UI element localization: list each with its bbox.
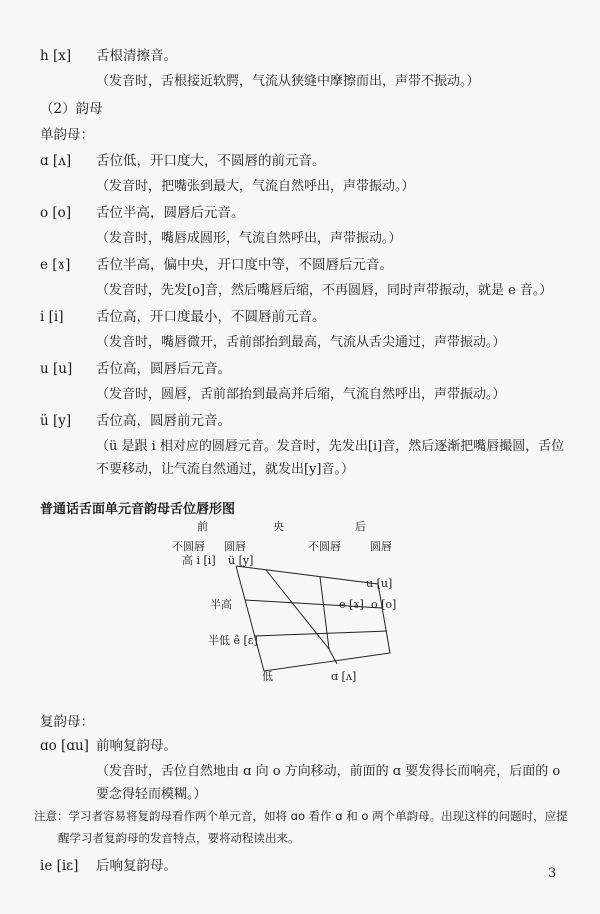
subsection-heading: 单韵母：	[40, 127, 94, 143]
entry-note: （ü 是跟 i 相对应的圆唇元音。发音时，先发出[i]音，然后逐渐把嘴唇撮圆，舌位	[96, 439, 565, 454]
label-central: 央	[273, 520, 284, 533]
entry-note: 要念得轻而模糊。）	[96, 787, 207, 802]
label-low: 低	[262, 670, 273, 683]
label-front: 前	[197, 520, 208, 533]
label-back: 后	[355, 520, 366, 533]
diagram-title: 普通话舌面单元音韵母舌位唇形图	[40, 502, 236, 517]
label-o: o [o]	[371, 598, 397, 611]
label-back-unrounded: 不圆唇	[308, 540, 341, 553]
entry-desc: 舌根清擦音。	[96, 48, 177, 64]
entry-note: 不要移动，让气流自然通过，就发出[y]音。）	[96, 462, 354, 477]
notice-line-2: 醒学习者复韵母的发音特点，要将动程读出来。	[58, 831, 300, 845]
entry-desc: 舌位半高，圆唇后元音。	[96, 205, 245, 221]
central-line-b	[320, 577, 329, 649]
label-half-low: 半低 ê [ɛ]	[208, 634, 258, 647]
entry-note: （发音时，嘴唇成圆形，气流自然呼出，声带振动。）	[96, 231, 402, 246]
entry-code: i [i]	[40, 309, 64, 325]
entry-desc: 舌位高，开口度最小，不圆唇前元音。	[96, 309, 326, 325]
entry-ao	[40, 734, 177, 754]
entry-desc: 前响复韵母。	[96, 738, 177, 754]
entry-desc: 舌位高，圆唇后元音。	[96, 361, 231, 377]
label-back-rounded: 圆唇	[370, 540, 392, 553]
entry-code: h [x]	[40, 48, 72, 64]
label-front-rounded: 圆唇	[224, 540, 246, 553]
entry-code: o [o]	[40, 205, 72, 221]
entry-code: ɑo [ɑu]	[40, 738, 89, 754]
entry-desc: 舌位低，开口度大，不圆唇的前元音。	[96, 153, 326, 169]
entry-note: （发音时，嘴唇微开，舌前部抬到最高，气流从舌尖通过，声带振动。）	[96, 335, 506, 350]
label-half-high: 半高	[210, 598, 232, 611]
central-line-a	[266, 570, 329, 649]
label-e: e [ɤ]	[339, 598, 364, 611]
entry-code: ɑ [ʌ]	[40, 153, 72, 169]
entry-ie	[40, 854, 177, 874]
label-u: u [u]	[366, 577, 393, 590]
entry-desc: 舌位高，圆唇前元音。	[96, 413, 231, 429]
label-high-i: 高 i [i]	[182, 554, 216, 567]
entry-note: （发音时，圆唇，舌前部抬到最高并后缩，气流自然呼出，声带振动。）	[96, 387, 506, 402]
entry-code: ü [y]	[40, 413, 72, 429]
entry-note: （发音时，先发[o]音，然后嘴唇后缩，不再圆唇，同时声带振动，就是 e 音。）	[96, 283, 553, 298]
half-low-line	[254, 631, 387, 636]
compound-heading: 复韵母：	[40, 714, 94, 730]
entry-desc: 舌位半高，偏中央，开口度中等，不圆唇后元音。	[96, 257, 393, 273]
label-front-unrounded: 不圆唇	[172, 540, 205, 553]
notice-line-1: 注意：学习者容易将复韵母看作两个单元音，如将 ɑo 看作 ɑ 和 o 两个单韵母。出现这样的问题时，应提	[34, 809, 568, 823]
entry-desc: 后响复韵母。	[96, 858, 177, 874]
entry-code: ie [iɛ]	[40, 858, 79, 874]
entry-code: e [ɤ]	[40, 257, 71, 273]
entry-code: u [u]	[40, 361, 73, 377]
page-number: 3	[548, 866, 557, 881]
section-heading: （2）韵母	[40, 101, 103, 117]
entry-note: （发音时，舌位自然地由 ɑ 向 o 方向移动，前面的 ɑ 要发得长而响亮，后面的 o	[96, 764, 561, 779]
entry-note: （发音时，舌根接近软腭，气流从狭缝中摩擦而出，声带不振动。）	[96, 74, 480, 89]
label-a: ɑ [ʌ]	[331, 670, 357, 683]
entry-note: （发音时，把嘴张到最大，气流自然呼出，声带振动。）	[96, 179, 415, 194]
label-high-u-umlaut: ü [y]	[228, 554, 254, 567]
